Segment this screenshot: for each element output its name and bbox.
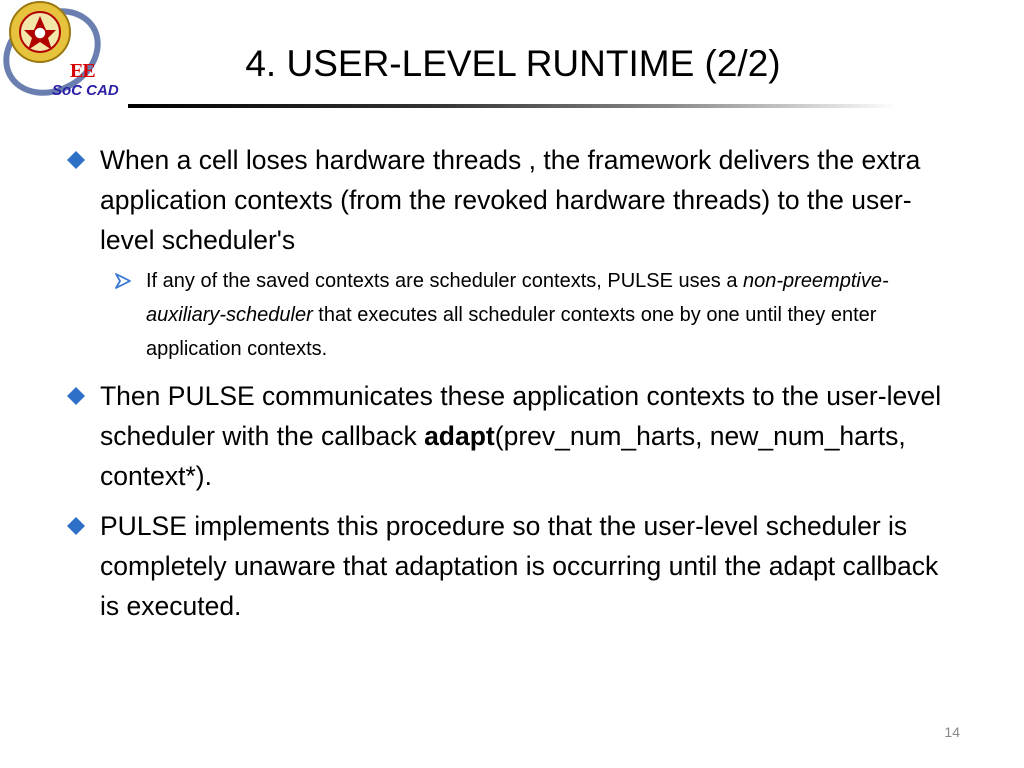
bullet-text: Then PULSE communicates these application contexts to the user-level scheduler with the callback bbox=[100, 381, 942, 451]
soc-cad-logo bbox=[0, 0, 120, 105]
bullet-text-cont: (prev_num_harts, new_num_harts, context*). bbox=[100, 421, 906, 491]
bullet-item bbox=[62, 376, 962, 496]
bullet-text: PULSE implements this procedure so that the user-level scheduler is completely unaware that adaptation is occurring until the adapt callback is executed. bbox=[100, 511, 939, 621]
sub-bullet-text: If any of the saved contexts are scheduler contexts, PULSE uses a bbox=[146, 270, 743, 292]
logo-ee-text: EE bbox=[70, 60, 95, 82]
arrow-bullet-icon bbox=[114, 272, 132, 290]
sub-bullet-item bbox=[62, 264, 962, 366]
bullet-item bbox=[62, 506, 962, 626]
slide-title: 4. USER-LEVEL RUNTIME (2/2) bbox=[245, 43, 781, 84]
bullet-item bbox=[62, 140, 962, 260]
diamond-bullet-icon bbox=[66, 150, 86, 170]
title-divider bbox=[128, 104, 898, 108]
sub-bullet-italic-term: non-preemptive-auxiliary-scheduler bbox=[146, 270, 889, 326]
logo-soc-cad-text: SoC CAD bbox=[52, 82, 119, 99]
page-number: 14 bbox=[944, 724, 960, 740]
bullet-bold-term: adapt bbox=[424, 421, 495, 451]
sub-bullet-text-cont: that executes all scheduler contexts one by one until they enter application contexts. bbox=[146, 304, 877, 360]
diamond-bullet-icon bbox=[66, 516, 86, 536]
slide-content bbox=[62, 140, 962, 626]
bullet-text: When a cell loses hardware threads , the framework delivers the extra application contexts (from the revoked hardware threads) to the user-level scheduler's bbox=[100, 145, 921, 255]
diamond-bullet-icon bbox=[66, 386, 86, 406]
